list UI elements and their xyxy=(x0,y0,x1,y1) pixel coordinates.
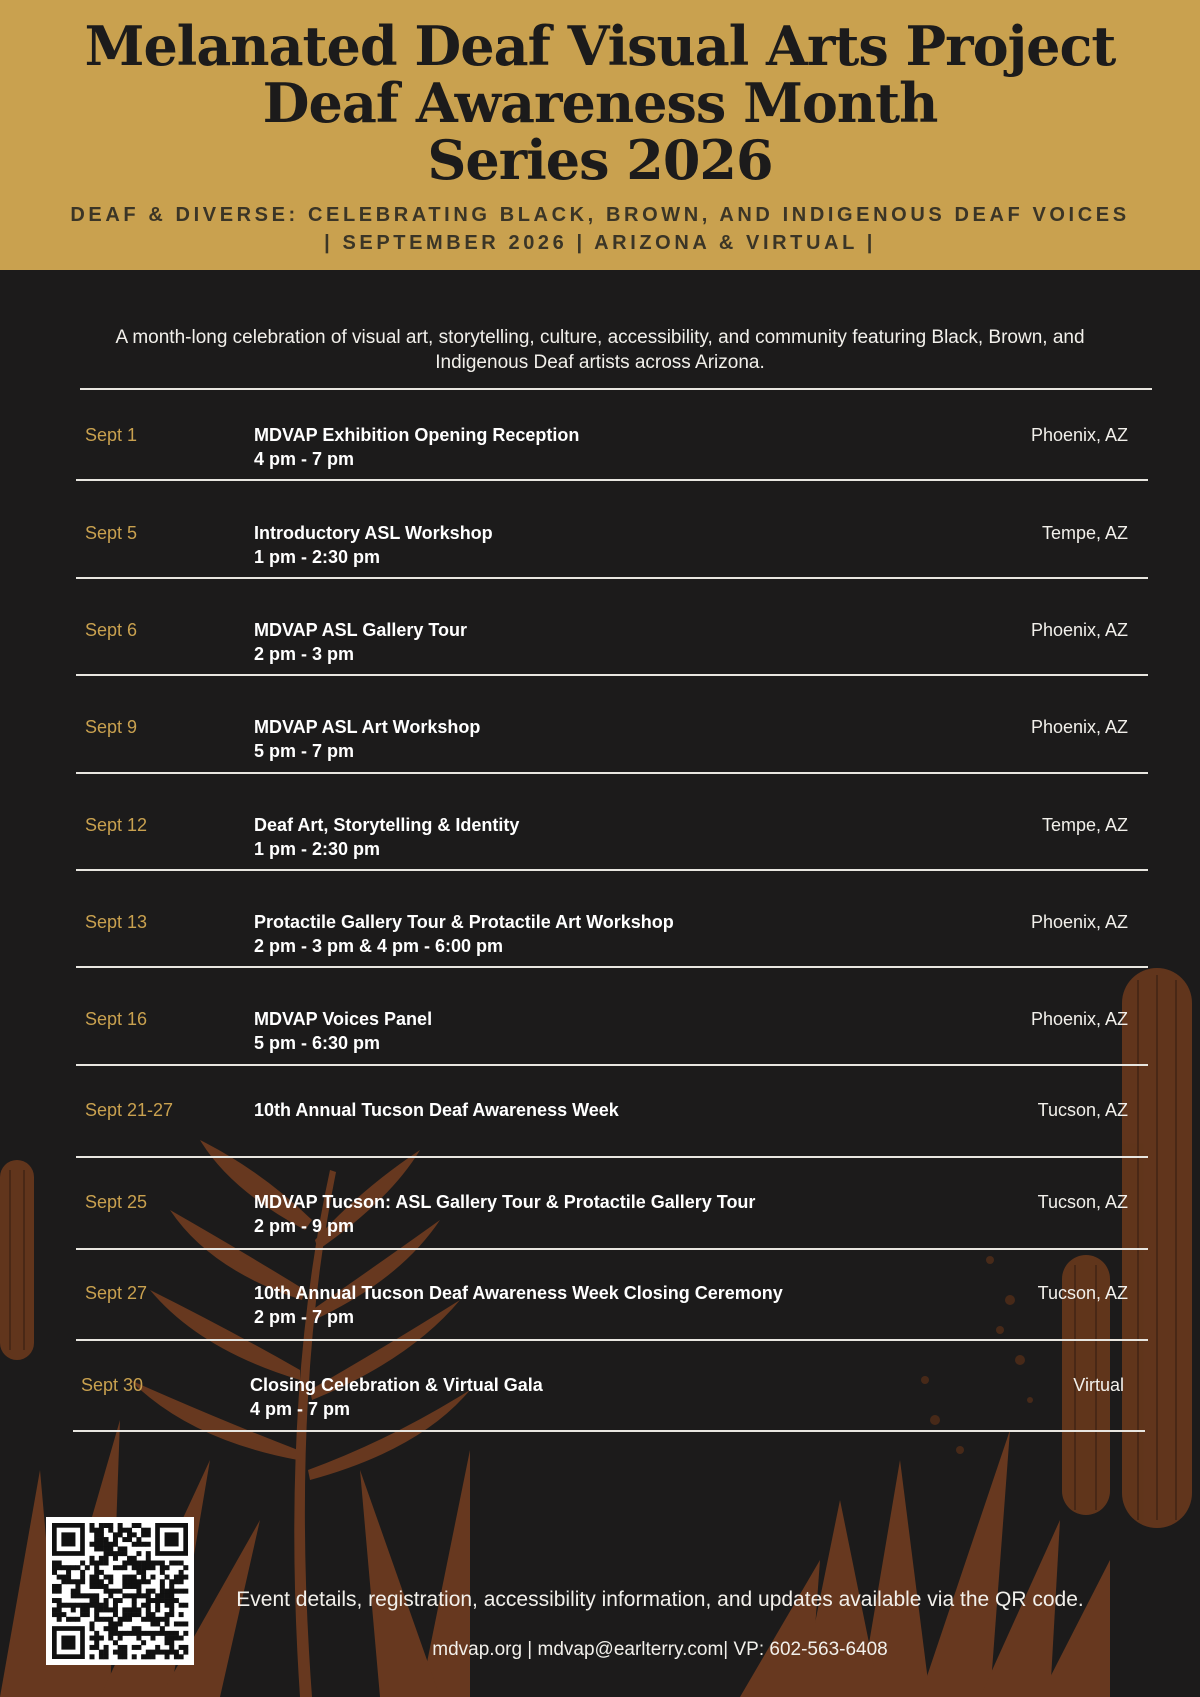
divider xyxy=(76,1156,1148,1158)
divider xyxy=(73,1430,1145,1432)
event-title: Introductory ASL Workshop xyxy=(254,523,493,543)
qr-code-graphic xyxy=(46,1517,194,1665)
divider xyxy=(76,674,1148,676)
event-location: Phoenix, AZ xyxy=(1030,1009,1128,1029)
event-location: Phoenix, AZ xyxy=(1030,717,1128,737)
event-date: Sept 25 xyxy=(85,1192,148,1212)
event-location: Tempe, AZ xyxy=(1041,523,1128,543)
event-title: MDVAP ASL Gallery Tour xyxy=(254,620,468,640)
event-time: 4 pm - 7 pm xyxy=(254,449,355,469)
footer-note: Event details, registration, accessibility information, and updates available via the QR code. xyxy=(236,1588,1084,1611)
event-location: Phoenix, AZ xyxy=(1030,912,1128,932)
event-location: Tucson, AZ xyxy=(1037,1100,1128,1120)
event-date: Sept 1 xyxy=(85,425,138,445)
event-title: 10th Annual Tucson Deaf Awareness Week Closing Ceremony xyxy=(254,1283,783,1303)
event-title: Deaf Art, Storytelling & Identity xyxy=(254,815,520,835)
event-date: Sept 13 xyxy=(85,912,148,932)
qr-code-icon[interactable] xyxy=(46,1517,194,1665)
divider xyxy=(76,577,1148,579)
header-banner xyxy=(0,0,1200,270)
divider xyxy=(76,479,1148,481)
event-location: Tempe, AZ xyxy=(1041,815,1128,835)
title-line-3: Series 2026 xyxy=(427,128,773,192)
intro-text: A month-long celebration of visual art, storytelling, culture, accessibility, and community featuring Black, Brown, and Indigenous Deaf artists across Arizona. xyxy=(115,327,1085,373)
page-subtitle xyxy=(60,201,1140,257)
event-date: Sept 27 xyxy=(85,1283,148,1303)
divider xyxy=(76,1248,1148,1250)
event-time: 2 pm - 7 pm xyxy=(254,1307,355,1327)
contact-line[interactable]: mdvap.org | mdvap@earlterry.com| VP: 602-563-6408 xyxy=(432,1639,888,1660)
subtitle-line-2: | SEPTEMBER 2026 | ARIZONA & VIRTUAL | xyxy=(324,232,876,254)
title-line-1: Melanated Deaf Visual Arts Project xyxy=(84,14,1116,78)
event-title: 10th Annual Tucson Deaf Awareness Week xyxy=(254,1100,619,1120)
event-location: Virtual xyxy=(1073,1375,1124,1395)
event-location: Phoenix, AZ xyxy=(1030,620,1128,640)
event-title: MDVAP Voices Panel xyxy=(254,1009,433,1029)
divider xyxy=(76,772,1148,774)
subtitle-line-1: DEAF & DIVERSE: CELEBRATING BLACK, BROWN, AND INDIGENOUS DEAF VOICES xyxy=(70,204,1130,226)
divider xyxy=(80,388,1152,390)
event-time: 5 pm - 7 pm xyxy=(254,741,355,761)
event-title: MDVAP ASL Art Workshop xyxy=(254,717,481,737)
divider xyxy=(76,1064,1148,1066)
title-line-2: Deaf Awareness Month xyxy=(262,71,938,135)
page-title xyxy=(0,0,1200,192)
event-date: Sept 21-27 xyxy=(85,1100,174,1120)
event-title: Closing Celebration & Virtual Gala xyxy=(250,1375,543,1395)
event-time: 5 pm - 6:30 pm xyxy=(254,1033,381,1053)
event-location: Phoenix, AZ xyxy=(1030,425,1128,445)
event-date: Sept 9 xyxy=(85,717,138,737)
divider xyxy=(76,1339,1148,1341)
event-time: 1 pm - 2:30 pm xyxy=(254,839,381,859)
event-title: Protactile Gallery Tour & Protactile Art Workshop xyxy=(254,912,674,932)
event-date: Sept 5 xyxy=(85,523,138,543)
event-time: 1 pm - 2:30 pm xyxy=(254,547,381,567)
event-time: 4 pm - 7 pm xyxy=(250,1399,351,1419)
event-date: Sept 16 xyxy=(85,1009,148,1029)
event-date: Sept 6 xyxy=(85,620,138,640)
divider xyxy=(76,966,1148,968)
event-title: MDVAP Exhibition Opening Reception xyxy=(254,425,580,445)
event-time: 2 pm - 3 pm xyxy=(254,644,355,664)
divider xyxy=(76,869,1148,871)
event-title: MDVAP Tucson: ASL Gallery Tour & Protactile Gallery Tour xyxy=(254,1192,756,1212)
event-location: Tucson, AZ xyxy=(1037,1283,1128,1303)
event-location: Tucson, AZ xyxy=(1037,1192,1128,1212)
event-time: 2 pm - 9 pm xyxy=(254,1216,355,1236)
event-time: 2 pm - 3 pm & 4 pm - 6:00 pm xyxy=(254,936,504,956)
event-date: Sept 30 xyxy=(81,1375,144,1395)
event-date: Sept 12 xyxy=(85,815,148,835)
